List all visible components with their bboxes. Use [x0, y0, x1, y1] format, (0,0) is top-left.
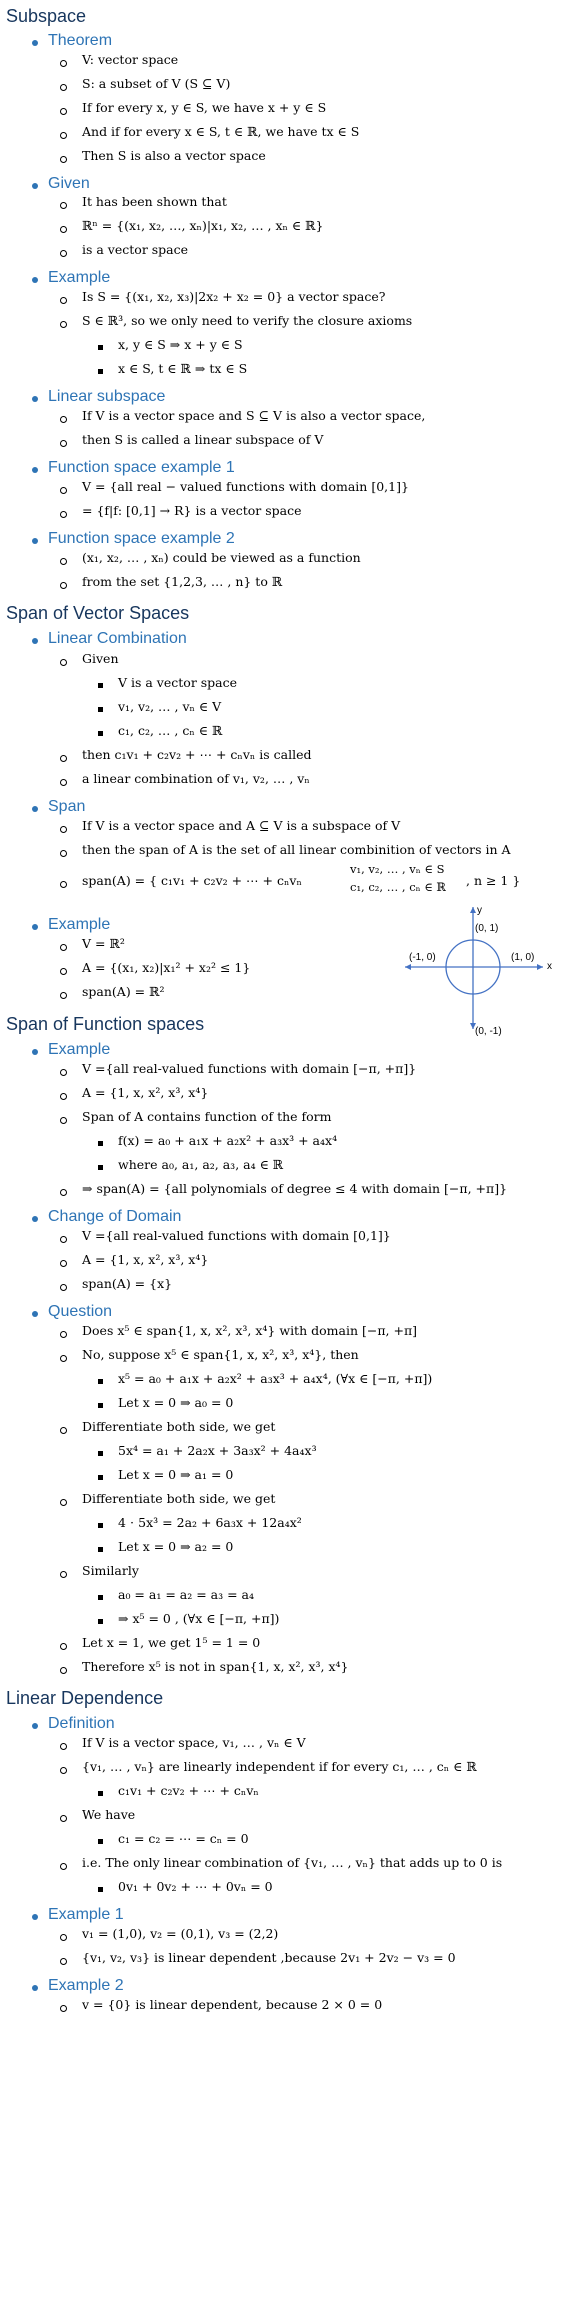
example-1-item: {v₁, v₂, v₃} is linear dependent ,because 2v₁ + 2v₂ − v₃ = 0	[82, 1950, 456, 1965]
bullet	[98, 1165, 103, 1170]
bullet	[60, 850, 67, 857]
bullet	[32, 538, 38, 544]
bullet	[60, 1284, 67, 1291]
lincomb-given: Given	[82, 651, 119, 666]
spanfn-example-item: Span of A contains function of the form	[82, 1109, 332, 1124]
span-formula-left: span(A) = { c₁v₁ + c₂v₂ + ⋯ + cₙvₙ	[82, 873, 302, 888]
bullet	[98, 707, 103, 712]
heading-example: Example	[48, 269, 111, 286]
bullet	[60, 84, 67, 91]
bullet	[60, 2005, 67, 2012]
heading-definition: Definition	[48, 1715, 115, 1732]
bullet	[98, 345, 103, 350]
definition-item: We have	[82, 1807, 136, 1822]
example-subitem: x ∈ S, t ∈ ℝ ⇒ tx ∈ S	[118, 361, 248, 376]
theorem-item: S: a subset of V (S ⊆ V)	[82, 76, 231, 91]
linear-subspace-item: If V is a vector space and S ⊆ V is also a vector space,	[82, 408, 426, 423]
lincomb-subitem: V is a vector space	[118, 675, 238, 690]
bullet	[60, 226, 67, 233]
spanfn-example-subitem: f(x) = a₀ + a₁x + a₂x² + a₃x³ + a₄x⁴	[118, 1133, 338, 1148]
bullet	[98, 369, 103, 374]
section-title-subspace: Subspace	[6, 6, 87, 26]
bullet	[60, 1667, 67, 1674]
bullet	[60, 1117, 67, 1124]
span-example-item: A = {(x₁, x₂)|x₁² + x₂² ≤ 1}	[82, 960, 251, 975]
lincomb-item: then c₁v₁ + c₂v₂ + ⋯ + cₙvₙ is called	[82, 747, 312, 762]
heading-function-space-2: Function space example 2	[48, 530, 235, 547]
span-formula-right: , n ≥ 1 }	[466, 873, 521, 888]
question-subitem: x⁵ = a₀ + a₁x + a₂x² + a₃x³ + a₄x⁴, (∀x ∈ [−π, +π])	[118, 1371, 433, 1386]
bullet	[60, 826, 67, 833]
bullet	[60, 1571, 67, 1578]
lincomb-item: a linear combination of v₁, v₂, … , vₙ	[82, 771, 310, 786]
bullet	[60, 558, 67, 565]
point-right-label: (1, 0)	[511, 952, 535, 963]
bullet	[60, 755, 67, 762]
bullet	[60, 1189, 67, 1196]
point-top-label: (0, 1)	[475, 923, 499, 934]
bullet	[60, 1958, 67, 1965]
definition-subitem: c₁v₁ + c₂v₂ + ⋯ + cₙvₙ	[118, 1783, 259, 1798]
bullet	[32, 467, 38, 473]
definition-item: i.e. The only linear combination of {v₁, … , vₙ} that adds up to 0 is	[82, 1855, 503, 1870]
bullet	[32, 1311, 38, 1317]
bullet	[60, 1069, 67, 1076]
example-1-item: v₁ = (1,0), v₂ = (0,1), v₃ = (2,2)	[82, 1926, 279, 1941]
bullet	[98, 731, 103, 736]
bullet	[98, 1379, 103, 1384]
bullet	[60, 582, 67, 589]
bullet	[60, 1934, 67, 1941]
bullet	[60, 250, 67, 257]
bullet	[60, 1743, 67, 1750]
example-subitem: x, y ∈ S ⇒ x + y ∈ S	[118, 337, 243, 352]
bullet	[60, 156, 67, 163]
span-item: If V is a vector space and A ⊆ V is a subspace of V	[82, 818, 401, 833]
x-axis-arrow-left	[405, 964, 411, 970]
point-bottom-label: (0, -1)	[475, 1026, 502, 1037]
spanfn-example-item: A = {1, x, x², x³, x⁴}	[82, 1085, 209, 1100]
question-item: Therefore x⁵ is not in span{1, x, x², x³, x⁴}	[82, 1659, 349, 1674]
definition-item: {v₁, … , vₙ} are linearly independent if for every c₁, … , cₙ ∈ ℝ	[82, 1759, 477, 1774]
x-axis-label: x	[547, 961, 552, 972]
heading-span-example: Example	[48, 916, 111, 933]
point-left-label: (-1, 0)	[409, 952, 436, 963]
bullet	[98, 1403, 103, 1408]
bullet	[32, 1723, 38, 1729]
bullet	[98, 1475, 103, 1480]
bullet	[98, 1887, 103, 1892]
heading-linear-combination: Linear Combination	[48, 630, 187, 647]
bullet	[98, 1791, 103, 1796]
spanfn-example-conclusion: ⇒ span(A) = {all polynomials of degree ≤ 4 with domain [−π, +π]}	[82, 1181, 508, 1196]
bullet	[60, 1499, 67, 1506]
bullet	[60, 1260, 67, 1267]
example-item: S ∈ ℝ³, so we only need to verify the closure axioms	[82, 313, 413, 328]
bullet	[98, 1595, 103, 1600]
domain-item: A = {1, x, x², x³, x⁴}	[82, 1252, 209, 1267]
heading-example-1: Example 1	[48, 1906, 124, 1923]
bullet	[60, 487, 67, 494]
span-example-item: V = ℝ²	[82, 936, 125, 951]
heading-change-of-domain: Change of Domain	[48, 1208, 182, 1225]
bullet	[32, 1216, 38, 1222]
spanfn-example-item: V ={all real-valued functions with domain [−π, +π]}	[82, 1061, 417, 1076]
span-example-item: span(A) = ℝ²	[82, 984, 165, 999]
function-space-2-item: from the set {1,2,3, … , n} to ℝ	[82, 574, 283, 589]
theorem-item: Then S is also a vector space	[82, 148, 266, 163]
question-subitem: ⇒ x⁵ = 0 , (∀x ∈ [−π, +π])	[118, 1611, 280, 1626]
bullet	[60, 1643, 67, 1650]
heading-theorem: Theorem	[48, 32, 113, 49]
bullet	[98, 1523, 103, 1528]
heading-example-2: Example 2	[48, 1977, 124, 1994]
function-space-2-item: (x₁, x₂, … , xₙ) could be viewed as a function	[82, 550, 361, 565]
linear-subspace-item: then S is called a linear subspace of V	[82, 432, 324, 447]
lincomb-subitem: v₁, v₂, … , vₙ ∈ V	[118, 699, 222, 714]
heading-given: Given	[48, 175, 90, 192]
bullet	[32, 1049, 38, 1055]
bullet	[98, 683, 103, 688]
bullet	[60, 440, 67, 447]
heading-span: Span	[48, 798, 86, 815]
bullet	[32, 638, 38, 644]
span-formula-condition-top: v₁, v₂, … , vₙ ∈ S	[350, 862, 445, 876]
theorem-item: V: vector space	[82, 52, 179, 67]
bullet	[60, 1427, 67, 1434]
bullet	[60, 881, 67, 888]
bullet	[32, 183, 38, 189]
bullet	[60, 321, 67, 328]
bullet	[60, 416, 67, 423]
y-axis-label: y	[477, 905, 482, 916]
span-formula-condition-bottom: c₁, c₂, … , cₙ ∈ ℝ	[350, 880, 446, 894]
bullet	[32, 1914, 38, 1920]
question-item: No, suppose x⁵ ∈ span{1, x, x², x³, x⁴}, then	[82, 1347, 359, 1362]
definition-item: If V is a vector space, v₁, … , vₙ ∈ V	[82, 1735, 306, 1750]
example-2-item: v = {0} is linear dependent, because 2 × 0 = 0	[82, 1997, 383, 2012]
bullet	[60, 511, 67, 518]
bullet	[98, 1451, 103, 1456]
y-axis-arrow-up	[470, 907, 476, 913]
function-space-1-item: V = {all real − valued functions with domain [0,1]}	[82, 479, 409, 494]
question-subitem: Let x = 0 ⇒ a₀ = 0	[118, 1395, 234, 1410]
heading-spanfn-example: Example	[48, 1041, 111, 1058]
bullet	[32, 40, 38, 46]
bullet	[32, 924, 38, 930]
bullet	[60, 1355, 67, 1362]
example-item: Is S = {(x₁, x₂, x₃)|2x₂ + x₂ = 0} a vector space?	[82, 289, 386, 304]
given-item: It has been shown that	[82, 194, 227, 209]
question-subitem: a₀ = a₁ = a₂ = a₃ = a₄	[118, 1587, 254, 1602]
bullet	[60, 659, 67, 666]
bullet	[60, 992, 67, 999]
heading-function-space-1: Function space example 1	[48, 459, 235, 476]
bullet	[32, 806, 38, 812]
bullet	[32, 396, 38, 402]
bullet	[98, 1141, 103, 1146]
bullet	[60, 968, 67, 975]
bullet	[60, 60, 67, 67]
definition-subitem: c₁ = c₂ = ⋯ = cₙ = 0	[118, 1831, 249, 1846]
bullet	[98, 1839, 103, 1844]
bullet	[60, 1093, 67, 1100]
theorem-item: And if for every x ∈ S, t ∈ ℝ, we have tx ∈ S	[82, 124, 360, 139]
question-item: Does x⁵ ∈ span{1, x, x², x³, x⁴} with domain [−π, +π]	[82, 1323, 418, 1338]
bullet	[60, 108, 67, 115]
bullet	[60, 202, 67, 209]
bullet	[60, 1331, 67, 1338]
heading-question: Question	[48, 1303, 113, 1320]
question-item: Similarly	[82, 1563, 139, 1578]
definition-subitem: 0v₁ + 0v₂ + ⋯ + 0vₙ = 0	[118, 1879, 273, 1894]
bullet	[60, 1815, 67, 1822]
x-axis-arrow-right	[537, 964, 543, 970]
question-item: Differentiate both side, we get	[82, 1419, 276, 1434]
bullet	[98, 1547, 103, 1552]
bullet	[32, 277, 38, 283]
bullet	[60, 132, 67, 139]
theorem-item: If for every x, y ∈ S, we have x + y ∈ S	[82, 100, 327, 115]
domain-item: V ={all real-valued functions with domain [0,1]}	[82, 1228, 391, 1243]
bullet	[60, 1863, 67, 1870]
domain-item: span(A) = {x}	[82, 1276, 173, 1291]
question-subitem: Let x = 0 ⇒ a₂ = 0	[118, 1539, 234, 1554]
unit-circle-figure	[405, 905, 555, 1040]
question-item: Differentiate both side, we get	[82, 1491, 276, 1506]
function-space-1-item: = {f|f: [0,1] → R} is a vector space	[82, 503, 302, 518]
bullet	[60, 779, 67, 786]
bullet	[60, 297, 67, 304]
question-subitem: 5x⁴ = a₁ + 2a₂x + 3a₃x² + 4a₄x³	[118, 1443, 317, 1458]
bullet	[98, 1619, 103, 1624]
section-title-linear-dependence: Linear Dependence	[6, 1688, 164, 1708]
bullet	[60, 1767, 67, 1774]
question-subitem: Let x = 0 ⇒ a₁ = 0	[118, 1467, 234, 1482]
span-item: then the span of A is the set of all linear combinition of vectors in A	[82, 842, 511, 857]
section-title-span: Span of Vector Spaces	[6, 603, 190, 623]
spanfn-example-subitem: where a₀, a₁, a₂, a₃, a₄ ∈ ℝ	[118, 1157, 284, 1172]
bullet	[60, 1236, 67, 1243]
given-item: is a vector space	[82, 242, 189, 257]
section-title-span-function: Span of Function spaces	[6, 1014, 205, 1034]
heading-linear-subspace: Linear subspace	[48, 388, 166, 405]
given-item: ℝⁿ = {(x₁, x₂, …, xₙ)|x₁, x₂, … , xₙ ∈ ℝ}	[82, 218, 324, 233]
question-item: Let x = 1, we get 1⁵ = 1 = 0	[82, 1635, 261, 1650]
bullet	[32, 1985, 38, 1991]
bullet	[60, 944, 67, 951]
question-subitem: 4 ⋅ 5x³ = 2a₂ + 6a₃x + 12a₄x²	[118, 1515, 302, 1530]
lincomb-subitem: c₁, c₂, … , cₙ ∈ ℝ	[118, 723, 223, 738]
